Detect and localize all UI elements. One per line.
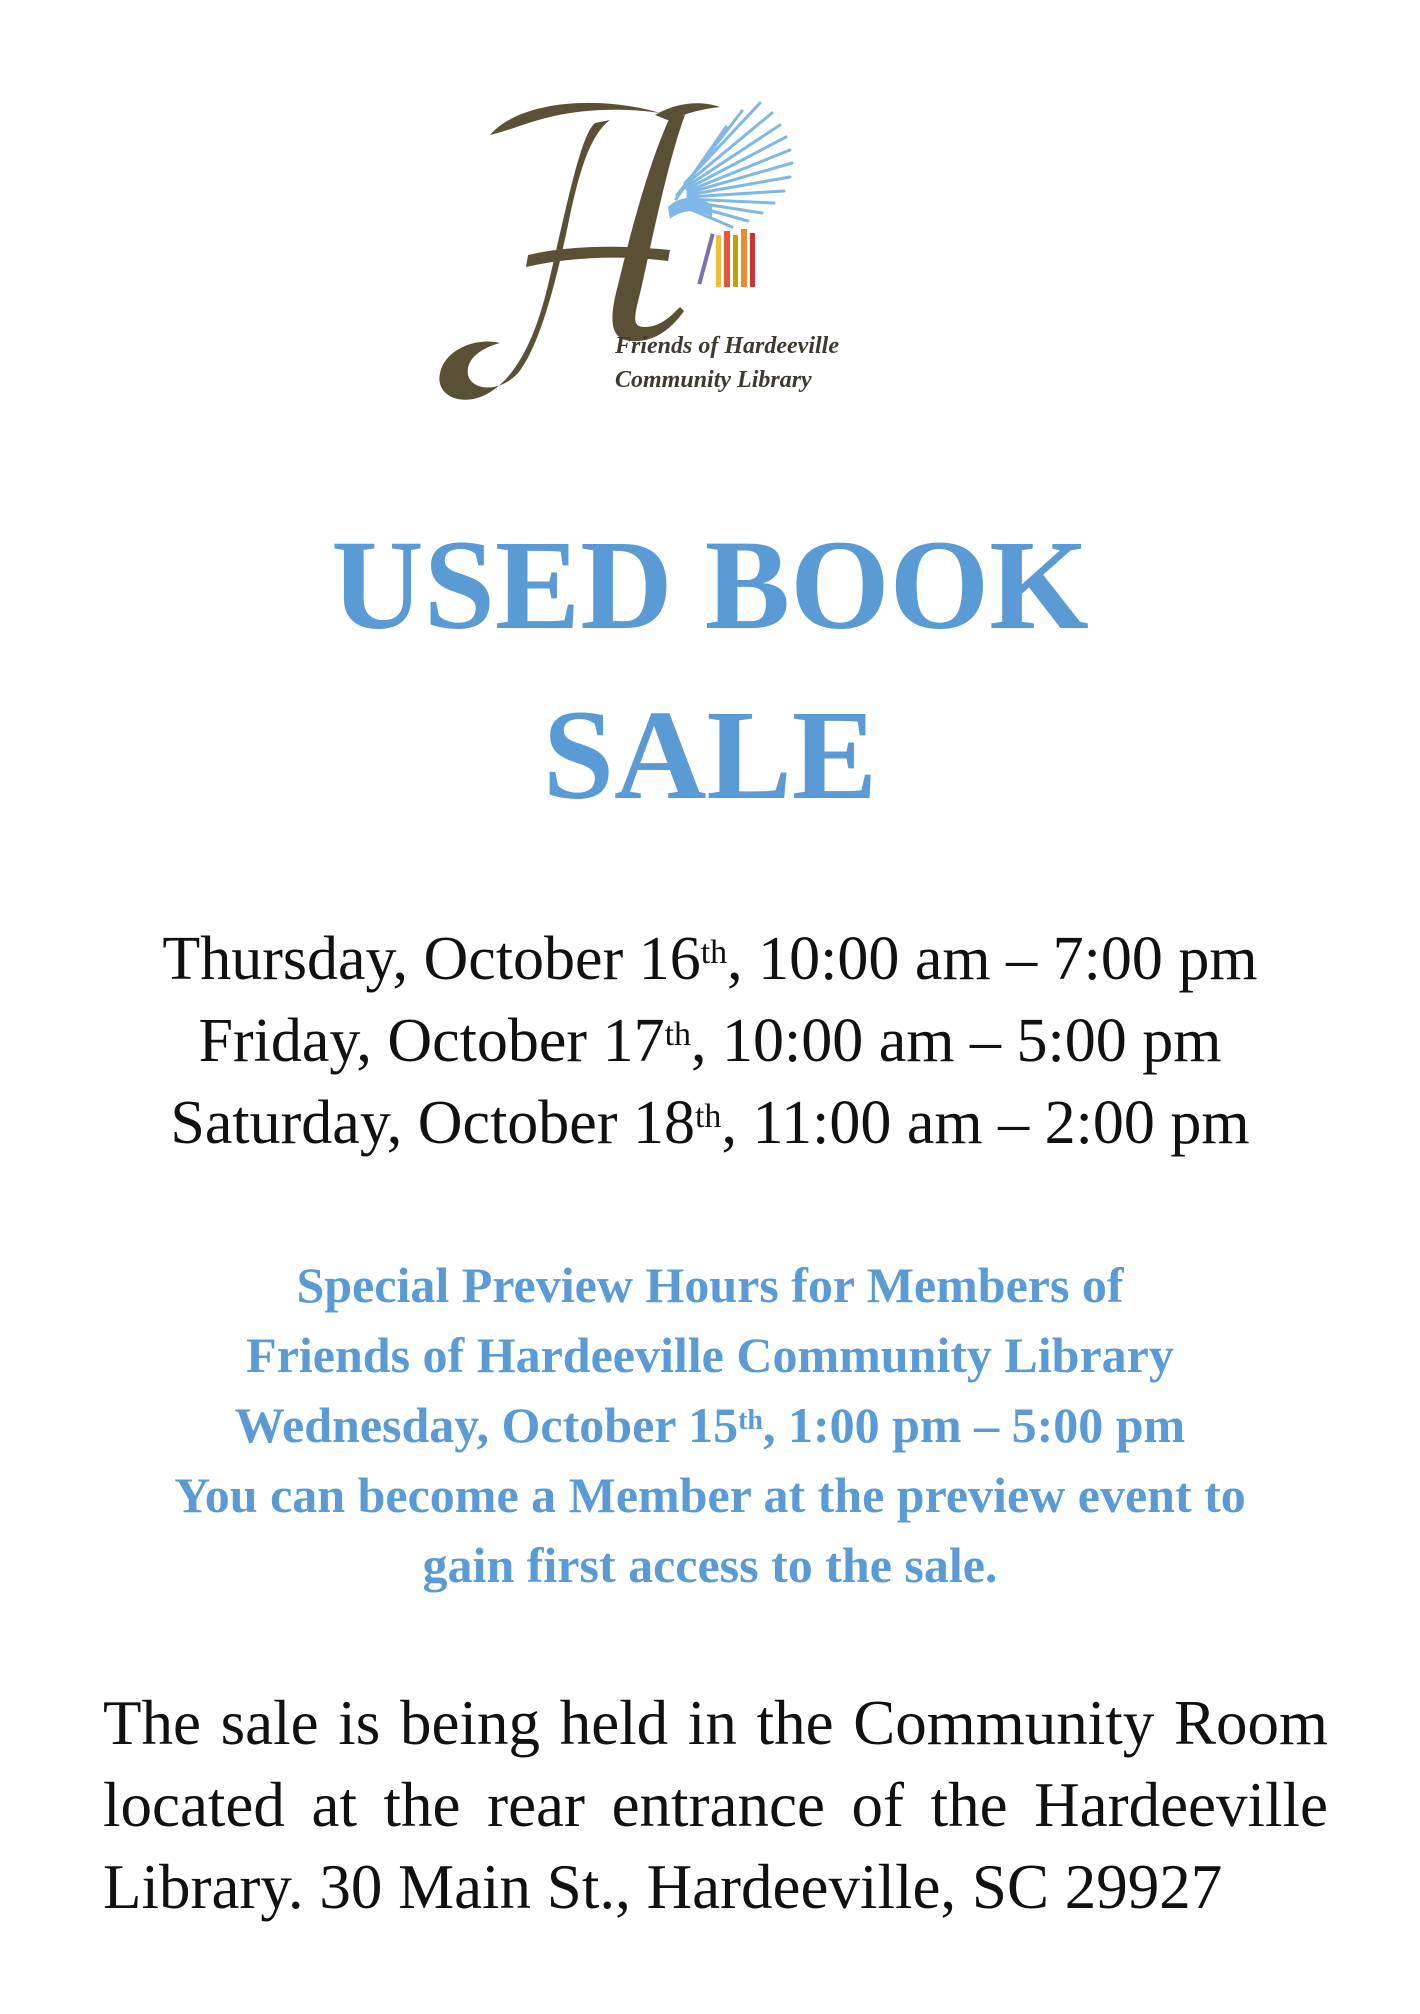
title-line-1: USED BOOK: [331, 514, 1089, 656]
title-line-2: SALE: [542, 684, 878, 826]
sale-location: [103, 1682, 1328, 1928]
schedule-day-date: Saturday, October 18: [170, 1089, 695, 1157]
schedule-day-date: Thursday, October 16: [162, 925, 701, 993]
logo-text-line-2: Community Library: [615, 367, 812, 393]
ordinal-suffix: th: [694, 1098, 722, 1135]
preview-day-date: Wednesday, October 15: [234, 1397, 739, 1453]
preview-line-2: Friends of Hardeeville Community Library: [246, 1327, 1174, 1383]
location-line-3: Library. 30 Main St., Hardeeville, SC 29927: [103, 1852, 1223, 1922]
preview-line-1: Special Preview Hours for Members of: [296, 1257, 1124, 1313]
preview-line-4: You can become a Member at the preview event to: [174, 1467, 1246, 1523]
schedule-thursday: [0, 918, 1420, 1000]
location-line-1: The sale is being held in the Community Room: [103, 1688, 1328, 1758]
sale-title: [0, 500, 1420, 840]
ordinal-suffix: th: [664, 1016, 692, 1053]
schedule-hours: , 11:00 am – 2:00 pm: [721, 1089, 1250, 1157]
member-preview-notice: [0, 1250, 1420, 1600]
location-line-2: located at the rear entrance of the Hardeeville: [103, 1770, 1328, 1840]
library-logo: [430, 95, 990, 425]
schedule-day-date: Friday, October 17: [198, 1007, 665, 1075]
preview-hours: , 1:00 pm – 5:00 pm: [762, 1397, 1186, 1453]
sale-schedule: [0, 918, 1420, 1164]
preview-date-line: [0, 1390, 1420, 1460]
schedule-hours: , 10:00 am – 7:00 pm: [727, 925, 1258, 993]
ordinal-suffix: th: [700, 934, 728, 971]
schedule-hours: , 10:00 am – 5:00 pm: [691, 1007, 1222, 1075]
schedule-friday: [0, 1000, 1420, 1082]
preview-line-5: gain first access to the sale.: [422, 1537, 998, 1593]
logo-text-line-1: Friends of Hardeeville: [615, 333, 839, 359]
ordinal-suffix: th: [738, 1405, 763, 1436]
schedule-saturday: [0, 1082, 1420, 1164]
